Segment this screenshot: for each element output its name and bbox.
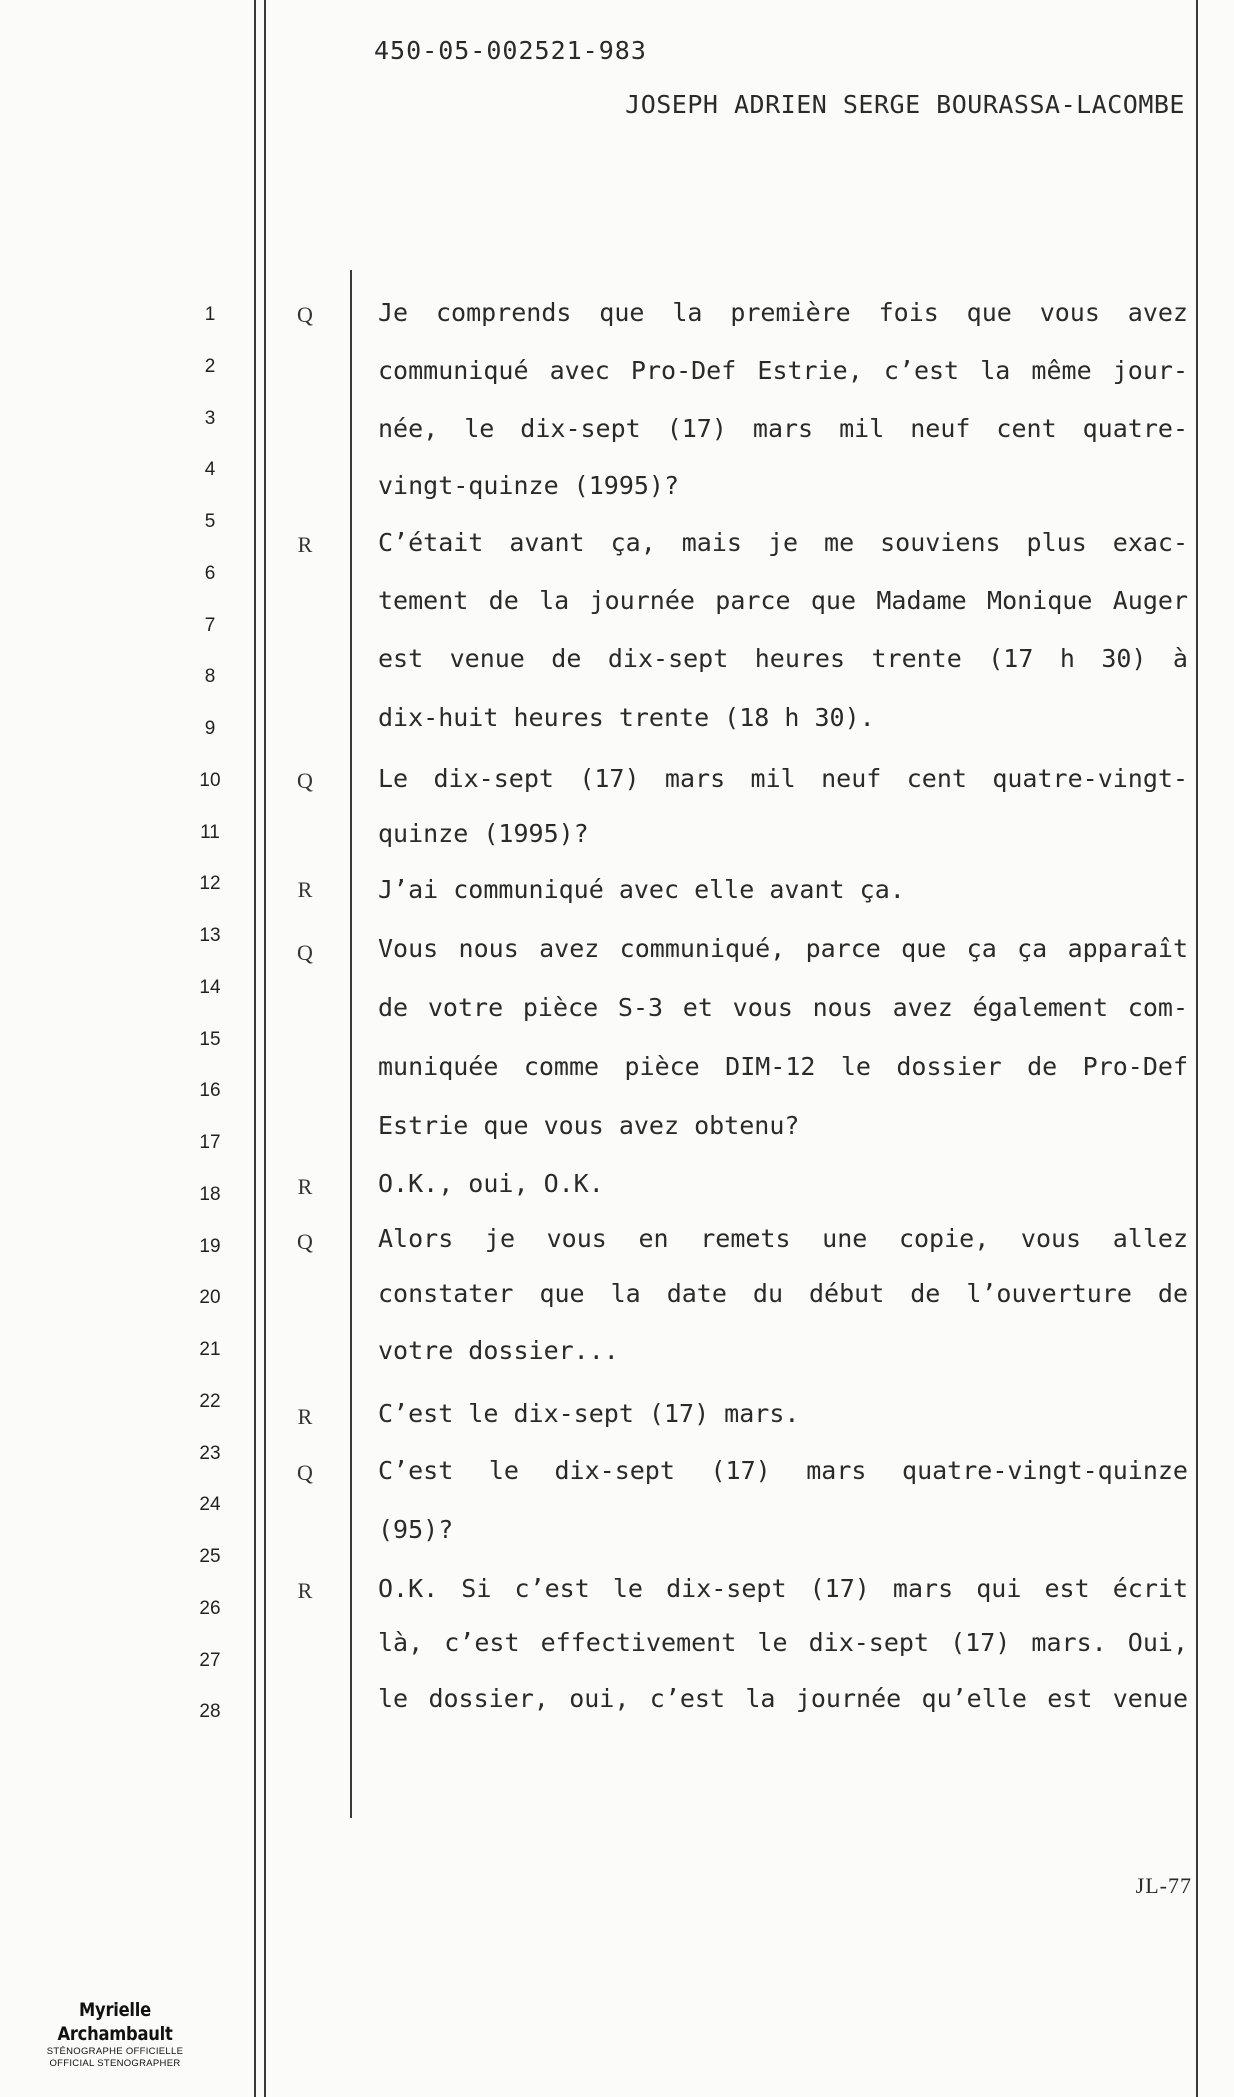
- speaker-q: Q: [297, 768, 313, 793]
- case-number: 450-05-002521-983: [374, 36, 647, 65]
- stenographer-title-fr: STÉNOGRAPHE OFFICIELLE: [46, 2046, 184, 2057]
- right-margin-rule: [1196, 0, 1198, 2097]
- transcript-line: muniquée comme pièce DIM-12 le dossier de Pro-Def: [378, 1052, 1188, 1081]
- line-number: 23: [199, 1443, 221, 1464]
- line-number: 24: [199, 1494, 221, 1515]
- line-number: 2: [204, 356, 216, 377]
- transcript-line: constater que la date du début de l’ouverture de: [378, 1279, 1188, 1308]
- line-number: 3: [204, 408, 216, 429]
- transcript-line: Estrie que vous avez obtenu?: [378, 1111, 800, 1140]
- stenographer-name: Myrielle Archambault: [57, 1999, 173, 2045]
- line-number: 28: [199, 1701, 221, 1722]
- transcript-line: dix-huit heures trente (18 h 30).: [378, 703, 875, 732]
- transcript-line: née, le dix-sept (17) mars mil neuf cent quatre-: [378, 414, 1188, 443]
- transcript-line: C’est le dix-sept (17) mars.: [378, 1399, 800, 1428]
- line-number: 10: [199, 770, 221, 791]
- line-number: 21: [199, 1339, 221, 1360]
- speaker-q: Q: [297, 1229, 313, 1254]
- stenographer-title-en: OFFICIAL STENOGRAPHER: [49, 2058, 181, 2069]
- line-number: 15: [199, 1029, 221, 1050]
- left-margin-rule-inner: [264, 0, 266, 2097]
- transcript-line: est venue de dix-sept heures trente (17 h 30) à: [378, 644, 1188, 673]
- transcript-line: O.K. Si c’est le dix-sept (17) mars qui est écrit: [378, 1574, 1188, 1603]
- line-number: 5: [204, 511, 216, 532]
- speaker-r: R: [297, 1578, 313, 1603]
- line-number: 4: [204, 459, 216, 480]
- line-number: 1: [204, 304, 216, 325]
- line-number: 25: [199, 1546, 221, 1567]
- transcript-line: de votre pièce S-3 et vous nous avez également com-: [378, 993, 1188, 1022]
- line-number: 7: [204, 615, 216, 636]
- transcript-line: Vous nous avez communiqué, parce que ça ça apparaît: [378, 934, 1188, 963]
- transcript-line: tement de la journée parce que Madame Monique Auger: [378, 586, 1188, 615]
- transcript-line: là, c’est effectivement le dix-sept (17) mars. Oui,: [378, 1628, 1188, 1657]
- transcript-line: (95)?: [378, 1515, 454, 1544]
- transcript-line: votre dossier...: [378, 1336, 619, 1365]
- transcript-line: C’était avant ça, mais je me souviens plus exac-: [378, 528, 1188, 557]
- stenographer-stamp: [10, 1998, 220, 2070]
- transcript-line: quinze (1995)?: [378, 819, 589, 848]
- line-number: 27: [199, 1650, 221, 1671]
- transcript-line: Le dix-sept (17) mars mil neuf cent quatre-vingt-: [378, 764, 1188, 793]
- transcript-line: vingt-quinze (1995)?: [378, 471, 680, 500]
- speaker-q: Q: [297, 302, 313, 327]
- line-number: 20: [199, 1287, 221, 1308]
- line-number: 14: [199, 977, 221, 998]
- witness-name: JOSEPH ADRIEN SERGE BOURASSA-LACOMBE: [625, 90, 1185, 119]
- transcript-line: communiqué avec Pro-Def Estrie, c’est la même jour-: [378, 356, 1188, 385]
- line-number: 13: [199, 925, 221, 946]
- speaker-r: R: [297, 532, 313, 557]
- line-number: 18: [199, 1184, 221, 1205]
- speaker-r: R: [297, 877, 313, 902]
- speaker-r: R: [297, 1174, 313, 1199]
- speaker-q: Q: [297, 940, 313, 965]
- line-number: 11: [200, 822, 220, 843]
- transcript-line: le dossier, oui, c’est la journée qu’elle est venue: [378, 1684, 1188, 1713]
- speaker-q: Q: [297, 1460, 313, 1485]
- line-number: 9: [204, 718, 216, 739]
- text-column-rule: [350, 270, 352, 1818]
- line-number: 26: [199, 1598, 221, 1619]
- line-number: 22: [199, 1391, 221, 1412]
- line-number: 19: [199, 1236, 221, 1257]
- left-margin-rule-outer: [254, 0, 256, 2097]
- transcript-line: J’ai communiqué avec elle avant ça.: [378, 875, 905, 904]
- transcript-line: Alors je vous en remets une copie, vous allez: [378, 1224, 1188, 1253]
- line-number: 16: [199, 1080, 221, 1101]
- line-number: 6: [204, 563, 216, 584]
- transcript-line: O.K., oui, O.K.: [378, 1169, 604, 1198]
- line-number: 8: [204, 666, 216, 687]
- transcript-line: C’est le dix-sept (17) mars quatre-vingt-quinze: [378, 1456, 1188, 1485]
- line-number: 12: [199, 873, 221, 894]
- speaker-r: R: [297, 1404, 313, 1429]
- transcript-line: Je comprends que la première fois que vous avez: [378, 298, 1188, 327]
- page-identifier: JL-77: [1135, 1873, 1192, 1898]
- line-number: 17: [199, 1132, 221, 1153]
